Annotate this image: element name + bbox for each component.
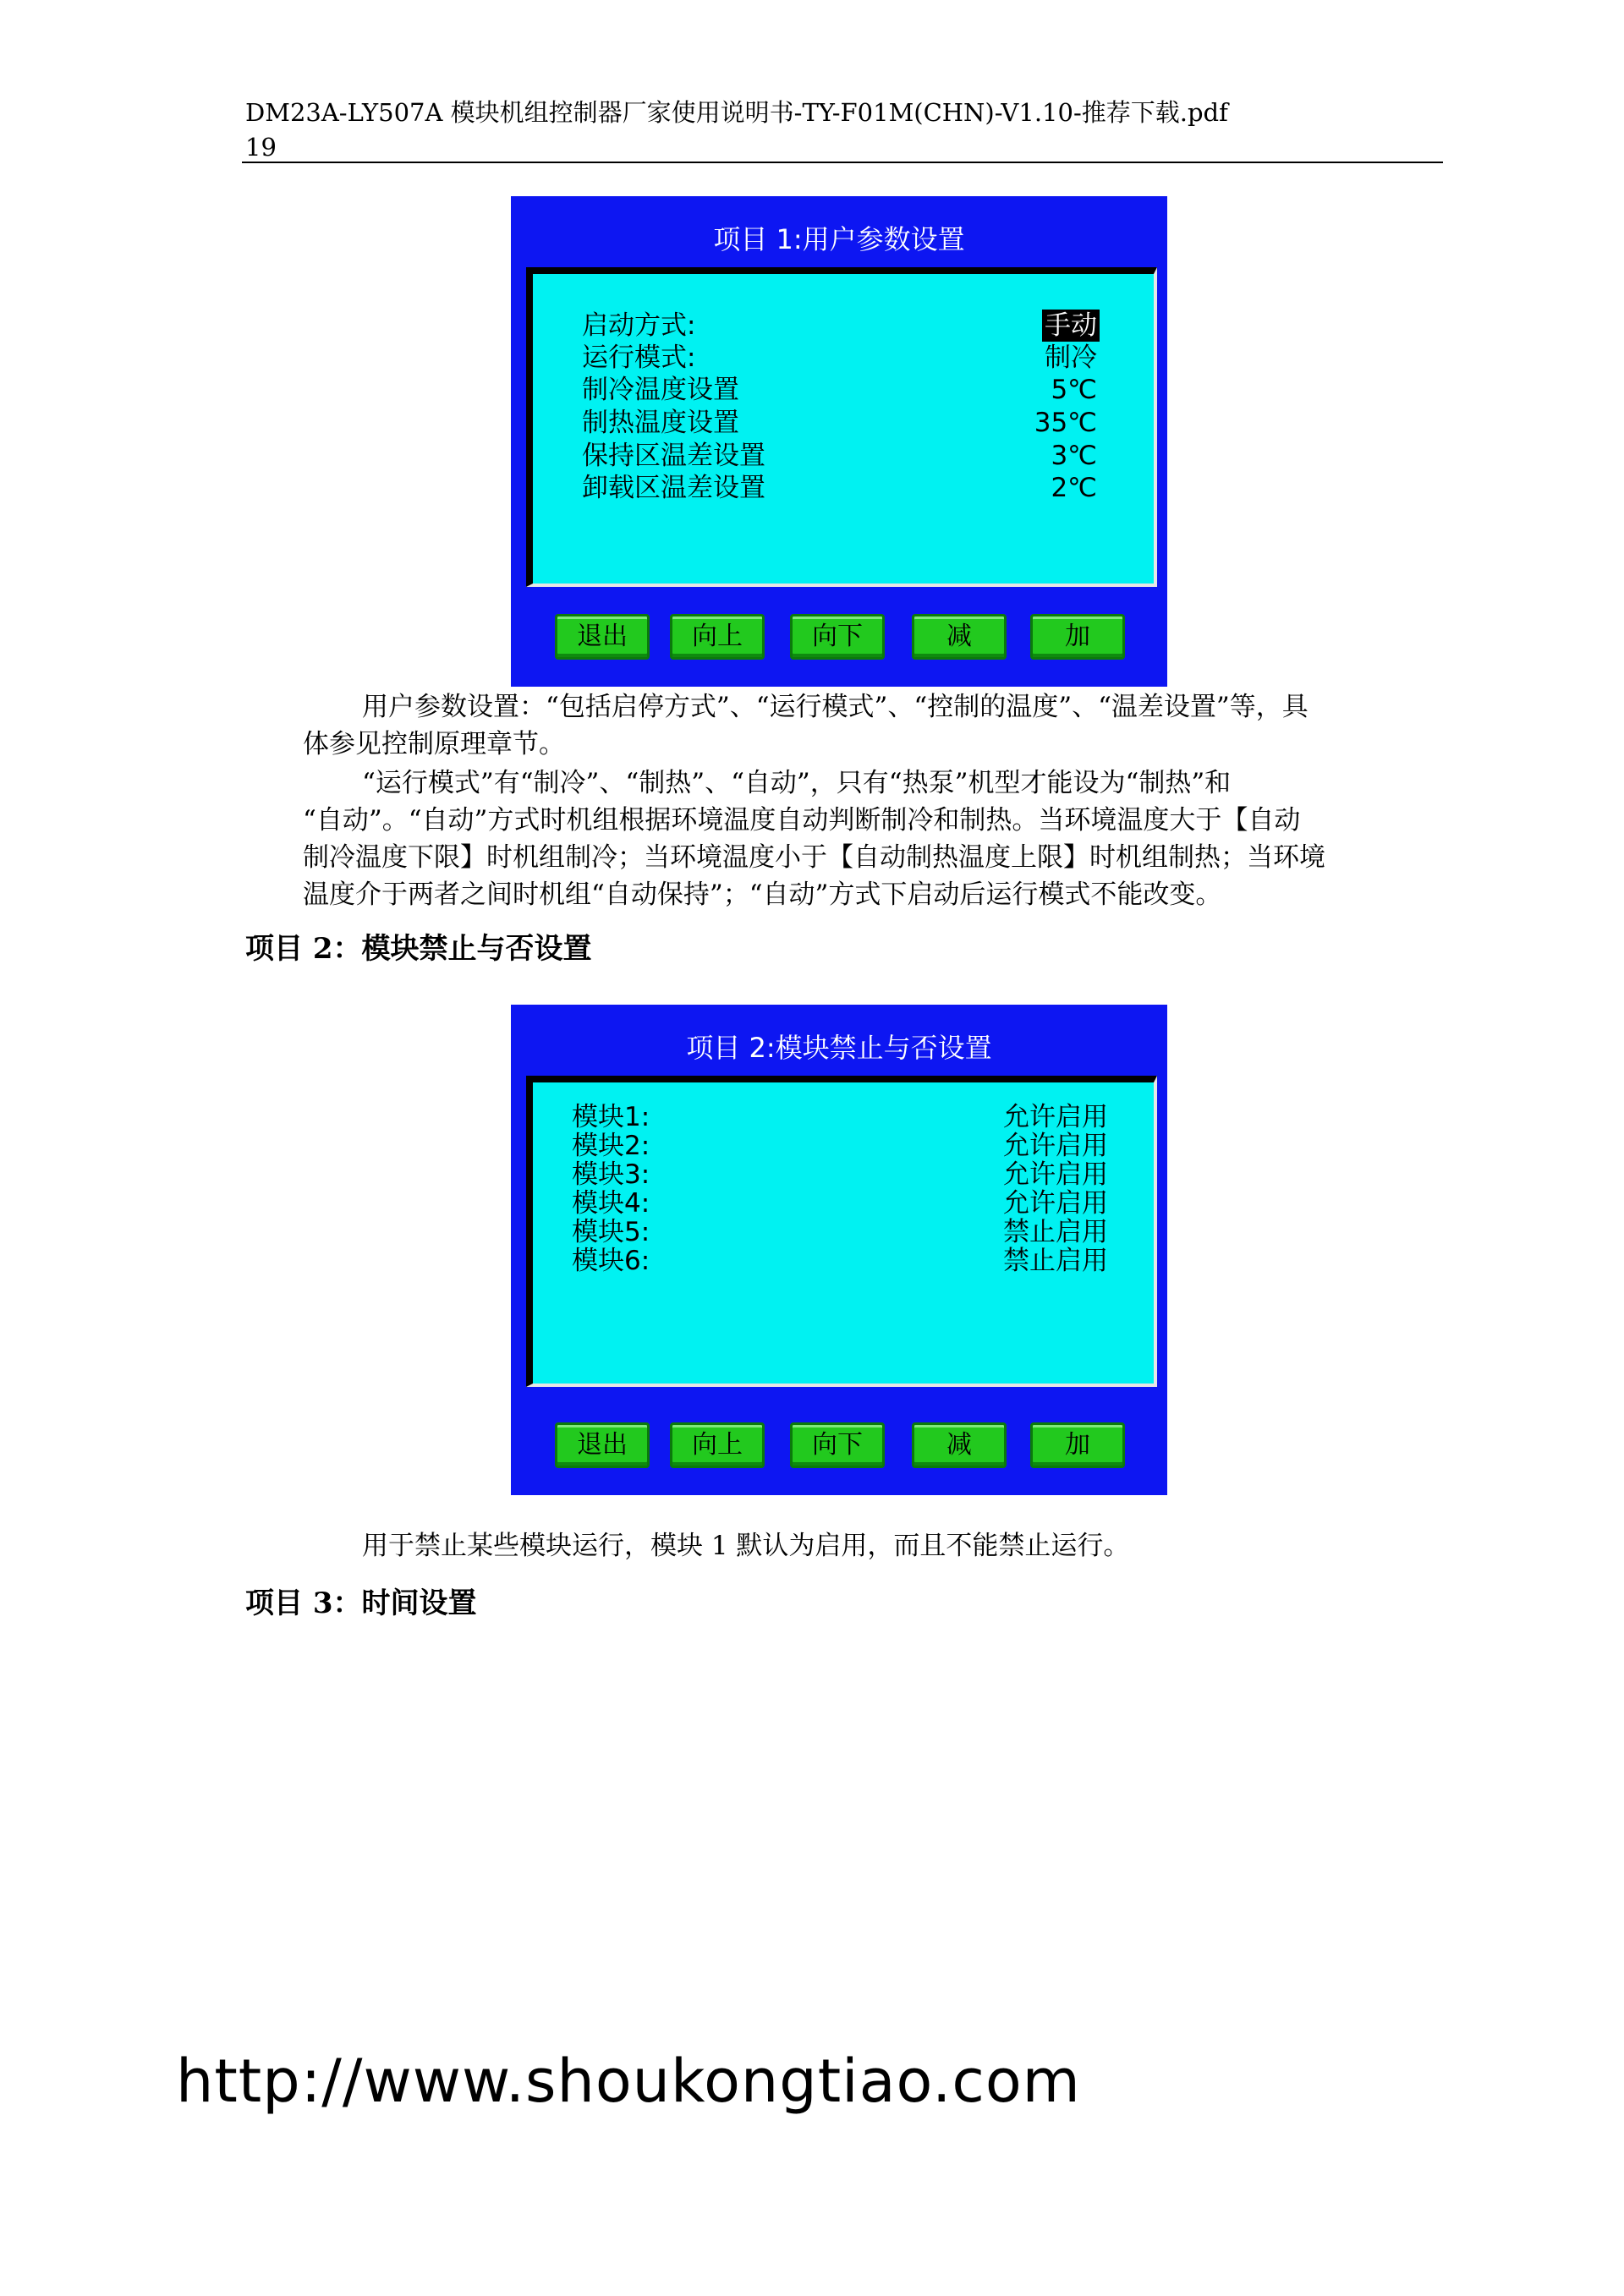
param-value[interactable]: 制冷 (1045, 342, 1097, 373)
module-status[interactable]: 允许启用 (1003, 1102, 1108, 1132)
paragraph-user-params-line1: 用户参数设置：“包括启停方式”、“运行模式”、“控制的温度”、“温差设置”等，具 (362, 692, 1309, 722)
param-value[interactable]: 2℃ (1051, 473, 1097, 503)
module-status[interactable]: 允许启用 (1003, 1159, 1108, 1190)
param-value-selected[interactable]: 手动 (1042, 310, 1100, 342)
down-button[interactable]: 向下 (790, 614, 885, 660)
decrease-button[interactable]: 减 (912, 614, 1007, 660)
paragraph-module-note: 用于禁止某些模块运行，模块 1 默认为启用，而且不能禁止运行。 (362, 1531, 1130, 1561)
param-label: 制热温度设置 (582, 408, 739, 438)
param-label: 卸载区温差设置 (582, 473, 765, 503)
module-label: 模块6: (572, 1246, 650, 1276)
up-button[interactable]: 向上 (670, 614, 765, 660)
exit-button[interactable]: 退出 (555, 614, 650, 660)
page-number: 19 (245, 133, 277, 162)
exit-button[interactable]: 退出 (555, 1422, 650, 1468)
paragraph-run-mode-line2: “自动”。“自动”方式时机组根据环境温度自动判断制冷和制热。当环境温度大于【自动 (303, 805, 1301, 836)
screen-title: 项目 1:用户参数设置 (713, 223, 965, 255)
screen-panel (526, 267, 1157, 587)
module-label: 模块5: (572, 1217, 650, 1247)
module-status[interactable]: 禁止启用 (1003, 1246, 1108, 1276)
screen-title: 项目 2:模块禁止与否设置 (686, 1032, 992, 1064)
module-label: 模块3: (572, 1159, 650, 1190)
paragraph-run-mode-line1: “运行模式”有“制冷”、“制热”、“自动”，只有“热泵”机型才能设为“制热”和 (362, 768, 1232, 798)
module-label: 模块2: (572, 1131, 650, 1161)
screen-panel (526, 1076, 1157, 1387)
param-label: 保持区温差设置 (582, 441, 765, 471)
increase-button[interactable]: 加 (1030, 614, 1125, 660)
increase-button[interactable]: 加 (1030, 1422, 1125, 1468)
footer-website-url: http://www.shoukongtiao.com (176, 2047, 1081, 2116)
paragraph-run-mode-line4: 温度介于两者之间时机组“自动保持”；“自动”方式下启动后运行模式不能改变。 (303, 879, 1222, 910)
param-value[interactable]: 5℃ (1051, 375, 1097, 405)
paragraph-user-params-line2: 体参见控制原理章节。 (303, 729, 565, 759)
screen-user-params (511, 196, 1167, 687)
module-status[interactable]: 允许启用 (1003, 1188, 1108, 1219)
up-button[interactable]: 向上 (670, 1422, 765, 1468)
module-label: 模块4: (572, 1188, 650, 1219)
module-status[interactable]: 允许启用 (1003, 1131, 1108, 1161)
decrease-button[interactable]: 减 (912, 1422, 1007, 1468)
header-divider (242, 162, 1443, 163)
document-header-title: DM23A-LY507A 模块机组控制器厂家使用说明书-TY-F01M(CHN)-V1.10-推荐下载.pdf (245, 98, 1228, 127)
param-value[interactable]: 35℃ (1034, 408, 1097, 438)
param-label: 启动方式: (582, 310, 696, 341)
screen-module-enable (511, 1005, 1167, 1495)
paragraph-run-mode-line3: 制冷温度下限】时机组制冷；当环境温度小于【自动制热温度上限】时机组制热；当环境 (303, 842, 1325, 873)
section-heading-2: 项目 2：模块禁止与否设置 (245, 932, 592, 966)
section-heading-3: 项目 3：时间设置 (245, 1586, 477, 1620)
module-status[interactable]: 禁止启用 (1003, 1217, 1108, 1247)
param-value[interactable]: 3℃ (1051, 441, 1097, 471)
param-label: 制冷温度设置 (582, 375, 739, 405)
down-button[interactable]: 向下 (790, 1422, 885, 1468)
param-label: 运行模式: (582, 342, 696, 373)
module-label: 模块1: (572, 1102, 650, 1132)
